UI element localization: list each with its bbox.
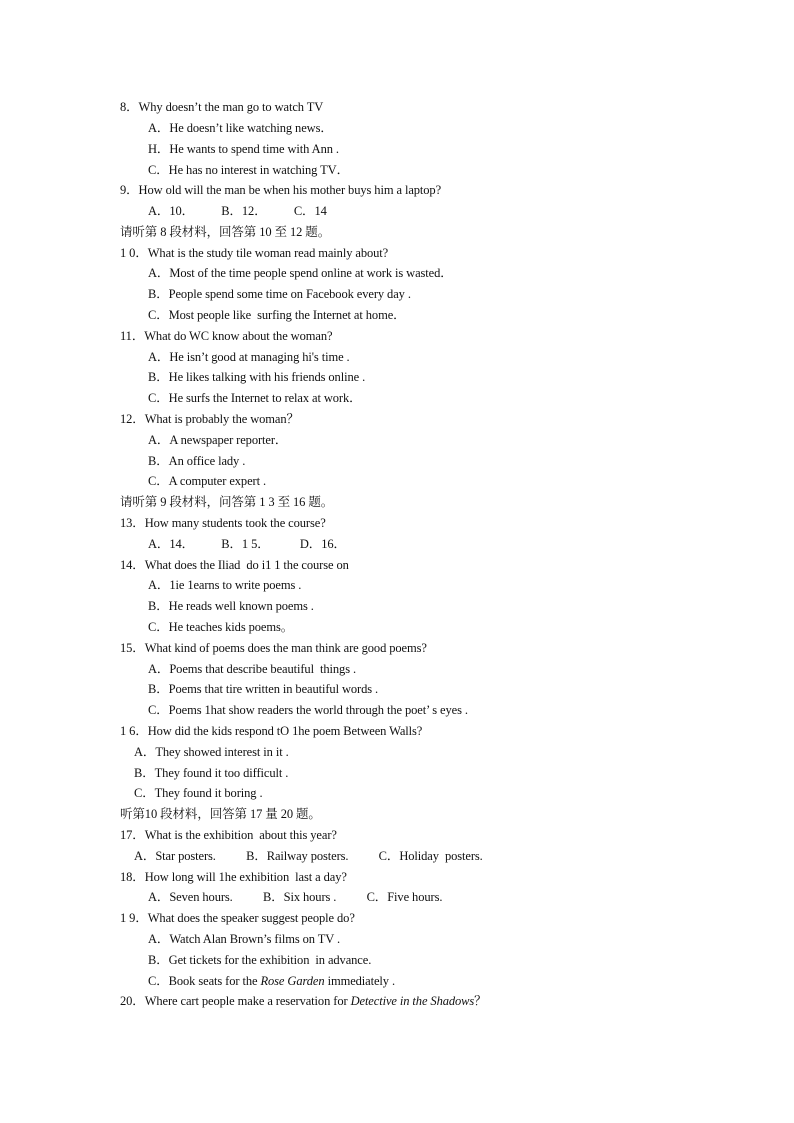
q8-option-a: A．He doesn’t like watching news．	[148, 121, 333, 135]
question-13: 13．How many students took the course?	[120, 516, 326, 530]
question-12: 12．What is probably the woman？	[120, 412, 299, 426]
q19-option-a: A．Watch Alan Brown’s films on TV .	[148, 932, 340, 946]
q19-option-c	[148, 973, 395, 989]
question-11: 11．What do WC know about the woman?	[120, 329, 333, 343]
q15-option-c: C．Poems 1hat show readers the world through the poet’ s eyes .	[148, 703, 468, 717]
question-8: 8．Why doesn’t the man go to watch TV	[120, 100, 324, 114]
question-14: 14．What does the Iliad do i1 1 the course on	[120, 558, 349, 572]
q11-option-c: C．He surfs the Internet to relax at work．	[148, 391, 362, 405]
question-20-title: Detective in the Shadows	[350, 994, 475, 1008]
q16-option-c: C．They found it boring .	[134, 786, 263, 800]
q19-option-c-title: Rose Garden	[260, 974, 325, 988]
q15-option-a: A．Poems that describe beautiful things .	[148, 662, 357, 676]
question-16: 1 6．How did the kids respond tO 1he poem Between Walls?	[120, 724, 423, 738]
q16-option-a: A．They showed interest in it .	[134, 745, 289, 759]
q15-option-b: B．Poems that tire written in beautiful words .	[148, 682, 379, 696]
q11-option-a: A．He isn’t good at managing hi's time .	[148, 350, 350, 364]
q12-option-c: C．A computer expert .	[148, 474, 267, 488]
q12-option-a: A．A newspaper reporter．	[148, 433, 288, 447]
q11-option-b: B．He likes talking with his friends online .	[148, 370, 366, 384]
section-10-heading: 听第10 段材料，回答第 17 量 20 题。	[120, 807, 321, 821]
q14-option-b: B．He reads well known poems .	[148, 599, 314, 613]
question-10: 1 0．What is the study tile woman read mainly about?	[120, 246, 389, 260]
q13-options: A．14． B．1 5． D．16．	[148, 537, 346, 551]
question-19: 1 9．What does the speaker suggest people do?	[120, 911, 355, 925]
q14-option-a: A．1ie 1earns to write poems .	[148, 578, 302, 592]
q17-options: A．Star posters. B．Railway posters. C．Holiday posters.	[134, 849, 483, 863]
q8-option-h: H．He wants to spend time with Ann .	[148, 142, 339, 156]
q19-option-c-suffix: immediately .	[324, 974, 396, 988]
q18-options: A．Seven hours. B．Six hours . C．Five hours.	[148, 890, 443, 904]
question-20	[120, 993, 487, 1009]
q9-options: A．10． B．12． C．14	[148, 204, 327, 218]
q10-option-c: C．Most people like surfing the Internet at home．	[148, 308, 406, 322]
q10-option-a: A．Most of the time people spend online at work is wasted．	[148, 266, 453, 280]
section-8-heading: 请听第 8 段材料，回答第 10 至 12 题。	[120, 225, 331, 239]
q14-option-c: C．He teaches kids poems。	[148, 620, 294, 634]
question-15: 15．What kind of poems does the man think are good poems?	[120, 641, 427, 655]
q19-option-b: B．Get tickets for the exhibition in advance.	[148, 953, 372, 967]
q16-option-b: B．They found it too difficult .	[134, 766, 289, 780]
question-18: 18．How long will 1he exhibition last a day?	[120, 870, 347, 884]
question-20-suffix: ？	[474, 994, 487, 1008]
question-17: 17．What is the exhibition about this year?	[120, 828, 337, 842]
section-9-heading: 请听第 9 段材料，问答第 1 3 至 16 题。	[120, 495, 334, 509]
question-20-prefix: 20．Where cart people make a reservation for	[120, 994, 351, 1008]
q12-option-b: B．An office lady .	[148, 454, 246, 468]
q10-option-b: B．People spend some time on Facebook every day .	[148, 287, 411, 301]
q19-option-c-prefix: C．Book seats for the	[148, 974, 261, 988]
q8-option-c: C．He has no interest in watching TV．	[148, 163, 349, 177]
question-9: 9．How old will the man be when his mother buys him a laptop?	[120, 183, 442, 197]
